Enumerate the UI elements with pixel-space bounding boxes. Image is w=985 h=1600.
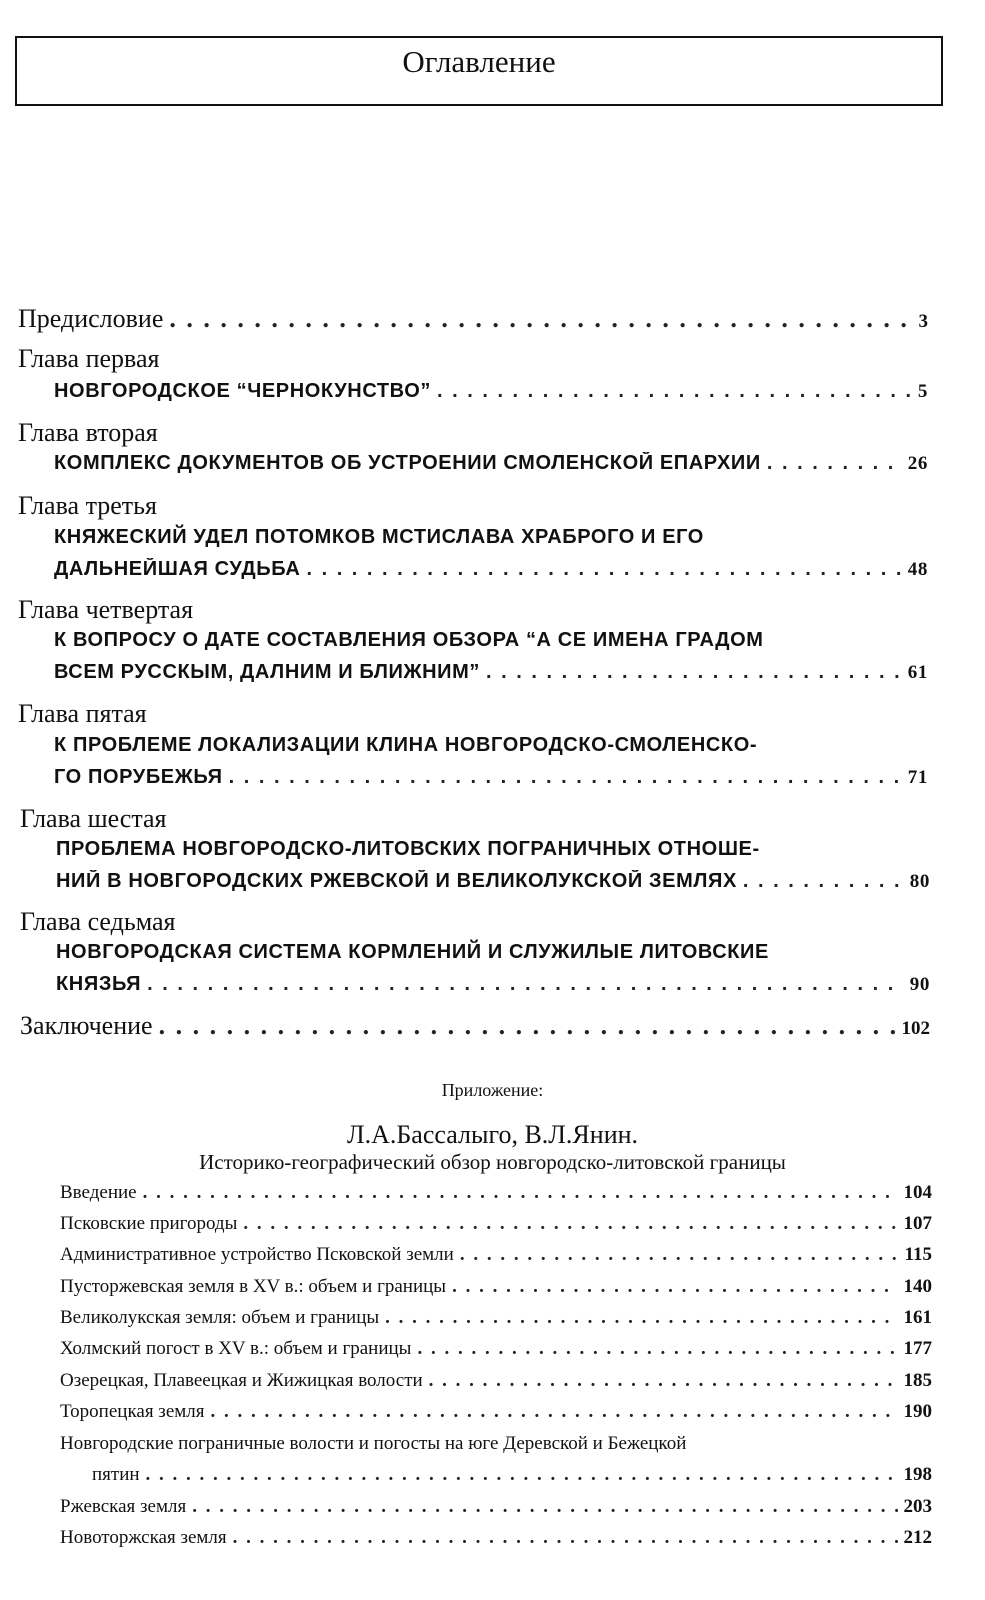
toc-page-number: 203 [903,1496,932,1517]
toc-page-number: 48 [907,559,928,580]
appendix-entry[interactable] [60,1182,932,1204]
dot-leader [767,452,902,475]
dot-leader [229,766,902,789]
page-title: Оглавление [402,44,556,79]
appendix-entry[interactable] [60,1276,932,1298]
appendix-entry[interactable] [60,1527,932,1549]
chapter-title-line: ДАЛЬНЕЙШАЯ СУДЬБА [54,558,301,580]
toc-entry-label: Ржевская земля [60,1496,187,1517]
toc-entry-chapter-1[interactable] [54,380,928,403]
chapter-heading: Глава третья [18,491,157,520]
appendix-entry[interactable] [60,1496,932,1518]
toc-page-number: 198 [903,1464,932,1485]
toc-page-number: 26 [907,453,928,474]
dot-leader [306,558,901,581]
dot-leader [211,1401,898,1423]
appendix-authors: Л.А.Бассалыго, В.Л.Янин. [346,1120,639,1149]
chapter-title-line: КНЯЗЬЯ [56,973,142,995]
chapter-heading: Глава вторая [18,418,158,447]
toc-page-number: 5 [917,381,928,402]
chapter-title-line: КНЯЖЕСКИЙ УДЕЛ ПОТОМКОВ МСТИСЛАВА ХРАБРОГО И ЕГО [54,526,704,548]
dot-leader [169,304,912,334]
toc-entry-chapter-5[interactable] [54,766,928,789]
dot-leader [233,1527,898,1549]
dot-leader [460,1244,899,1266]
toc-page-number: 185 [903,1370,932,1391]
toc-page-number: 161 [903,1307,932,1328]
toc-entry-label: Новоторжская земля [60,1527,227,1548]
dot-leader [192,1496,897,1518]
toc-entry-label: Предисловие [18,304,164,333]
dot-leader [147,973,904,996]
chapter-heading: Глава первая [18,344,160,373]
toc-entry-chapter-7[interactable] [56,973,930,996]
toc-entry-conclusion[interactable] [20,1011,930,1041]
appendix-entry[interactable] [60,1370,932,1392]
chapter-title-line: К ПРОБЛЕМЕ ЛОКАЛИЗАЦИИ КЛИНА НОВГОРОДСКО-СМОЛЕНСКО- [54,734,758,756]
toc-page-number: 190 [903,1401,932,1422]
dot-leader [429,1370,898,1392]
appendix-label: Приложение: [441,1080,544,1100]
appendix-title: Историко-географический обзор новгородско-литовской границы [199,1150,786,1174]
dot-leader [486,661,902,684]
dot-leader [243,1213,897,1235]
chapter-heading: Глава пятая [18,699,147,728]
header-box [15,36,943,106]
toc-entry-label: Введение [60,1182,137,1203]
chapter-title-line: НИЙ В НОВГОРОДСКИХ РЖЕВСКОЙ И ВЕЛИКОЛУКСКОЙ ЗЕМЛЯХ [56,870,737,892]
chapter-heading: Глава четвертая [18,595,194,624]
appendix-entry[interactable] [60,1213,932,1235]
chapter-title-line: К ВОПРОСУ О ДАТЕ СОСТАВЛЕНИЯ ОБЗОРА “А СЕ ИМЕНА ГРАДОМ [54,629,764,651]
chapter-title-line: НОВГОРОДСКАЯ СИСТЕМА КОРМЛЕНИЙ И СЛУЖИЛЫЕ ЛИТОВСКИЕ [56,941,769,963]
appendix-entry[interactable] [60,1338,932,1360]
chapter-title-line: КОМПЛЕКС ДОКУМЕНТОВ ОБ УСТРОЕНИИ СМОЛЕНСКОЙ ЕПАРХИИ [54,452,761,474]
appendix-entry[interactable] [60,1244,932,1266]
toc-entry-chapter-2[interactable] [54,452,928,475]
toc-entry-label: Озерецкая, Плавеецкая и Жижицкая волости [60,1370,423,1391]
toc-entry-label: Холмский погост в XV в.: объем и границы [60,1338,412,1359]
toc-entry-label: Заключение [20,1011,153,1040]
appendix-entry[interactable] [60,1307,932,1329]
toc-entry-label-continued: пятин [92,1464,140,1485]
toc-entry-label: Новгородские пограничные волости и погосты на юге Деревской и Бежецкой [60,1433,687,1454]
dot-leader [417,1338,897,1360]
chapter-heading: Глава седьмая [20,907,176,936]
toc-page-number: 90 [909,974,930,995]
chapter-title-line: ГО ПОРУБЕЖЬЯ [54,766,223,788]
dot-leader [143,1182,898,1204]
toc-page-number: 80 [909,871,930,892]
toc-entry-label: Торопецкая земля [60,1401,205,1422]
chapter-title-line: ПРОБЛЕМА НОВГОРОДСКО-ЛИТОВСКИХ ПОГРАНИЧНЫХ ОТНОШЕ- [56,838,760,860]
dot-leader [743,870,904,893]
toc-page-number: 104 [903,1182,932,1203]
toc-entry-label: Административное устройство Псковской земли [60,1244,454,1265]
appendix-entry[interactable] [60,1401,932,1423]
toc-entry-label: Пусторжевская земля в XV в.: объем и границы [60,1276,447,1297]
dot-leader [159,1011,896,1041]
toc-page-number: 3 [918,311,928,332]
toc-entry-chapter-3[interactable] [54,558,928,581]
toc-page-number: 140 [903,1276,932,1297]
toc-page-number: 212 [903,1527,932,1548]
chapter-title-line: НОВГОРОДСКОЕ “ЧЕРНОКУНСТВО” [54,380,431,402]
dot-leader [385,1307,897,1329]
toc-entry-preface[interactable] [18,304,928,334]
dot-leader [146,1464,898,1486]
toc-page-number: 102 [901,1018,930,1039]
toc-entry-chapter-4[interactable] [54,661,928,684]
dot-leader [452,1276,897,1298]
toc-page-number: 71 [907,767,928,788]
chapter-title-line: ВСЕМ РУССКЫМ, ДАЛНИМ И БЛИЖНИМ” [54,661,481,683]
toc-entry-chapter-6[interactable] [56,870,930,893]
toc-page-number: 115 [904,1244,932,1265]
chapter-heading: Глава шестая [20,804,167,833]
toc-page-number: 107 [903,1213,932,1234]
toc-entry-label: Великолукская земля: объем и границы [60,1307,380,1328]
toc-page-number: 61 [907,662,928,683]
appendix-entry[interactable] [92,1464,932,1486]
toc-entry-label: Псковские пригороды [60,1213,238,1234]
toc-page-number: 177 [903,1338,932,1359]
dot-leader [437,380,912,403]
